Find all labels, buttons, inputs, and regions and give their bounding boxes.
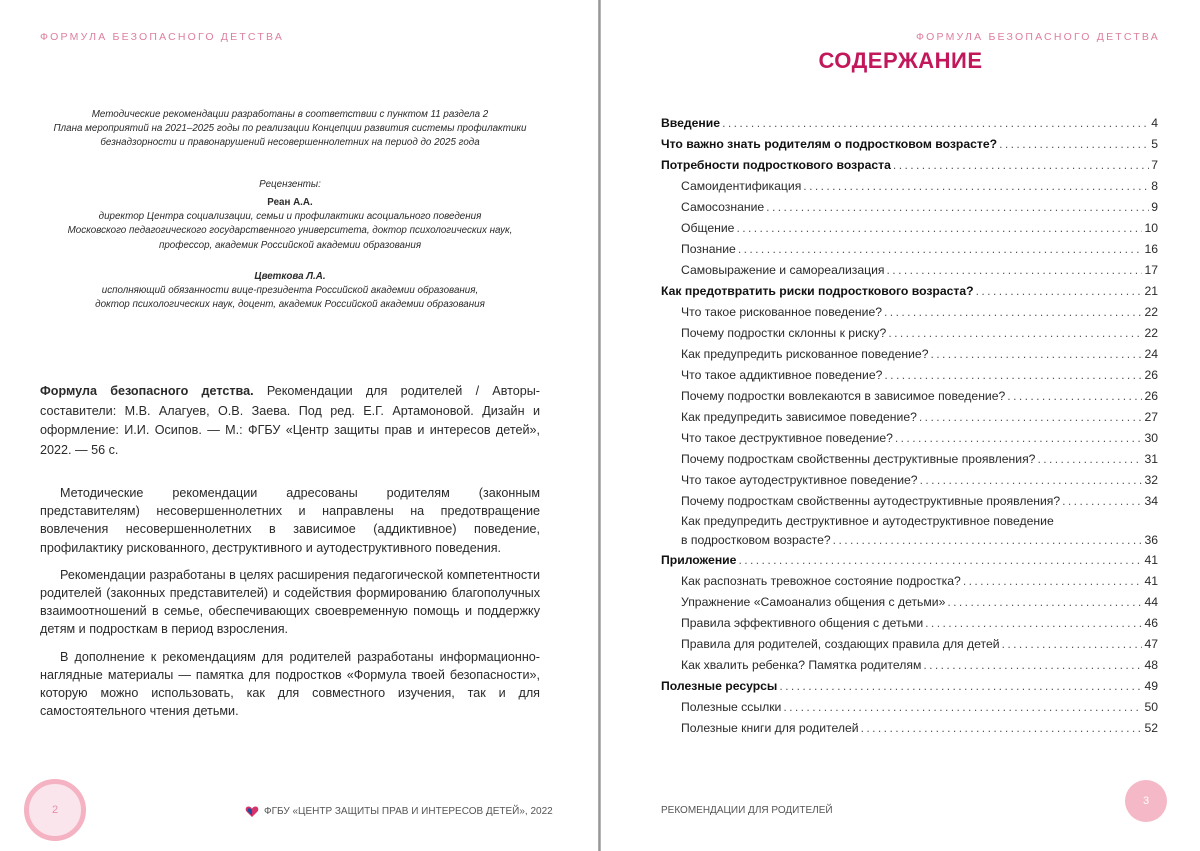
toc-entry-page: 16 — [1144, 242, 1158, 256]
reviewer-desc: исполняющий обязанности вице-президента Российской академии образования, — [101, 285, 479, 297]
toc-leader-dots — [925, 613, 1142, 634]
reviewer-desc: директор Центра социализации, семьи и профилактики асоциального поведения — [98, 211, 482, 223]
abstract-paragraph: В дополнение к рекомендациям для родителей разработаны информационно-наглядные материалы — памятка для подростков «Формула твоей безопасности», которую можно использовать, как для совместного изучения, так и для самостоятельного чтения детьми. — [40, 649, 540, 719]
toc-title: СОДЕРЖАНИЕ — [818, 48, 983, 73]
table-of-contents — [661, 113, 1158, 739]
toc-entry[interactable] — [661, 344, 1158, 365]
toc-entry-label: Познание — [681, 242, 736, 256]
toc-entry-page: 32 — [1144, 473, 1158, 487]
reviewer — [40, 270, 540, 313]
toc-entry-page: 22 — [1144, 305, 1158, 319]
toc-entry-page: 26 — [1144, 368, 1158, 382]
footer — [245, 804, 553, 818]
toc-entry[interactable] — [661, 113, 1158, 134]
toc-entry[interactable] — [661, 197, 1158, 218]
page-number: 2 — [24, 779, 86, 841]
toc-leader-dots — [1002, 634, 1143, 655]
intro-note-line: Методические рекомендации разработаны в соответствии с пунктом 11 раздела 2 — [91, 109, 489, 120]
toc-leader-dots — [1037, 449, 1142, 470]
abstract — [40, 484, 540, 729]
toc-leader-dots — [736, 218, 1142, 239]
toc-entry-label: Самосознание — [681, 200, 765, 214]
toc-entry-label: Почему подросткам свойственны деструктивные проявления? — [681, 452, 1036, 466]
toc-entry-label: Что такое рискованное поведение? — [681, 305, 883, 319]
toc-entry[interactable] — [661, 571, 1158, 592]
toc-entry-page: 46 — [1144, 616, 1158, 630]
toc-leader-dots — [783, 697, 1142, 718]
reviewer-desc: Московского педагогического государственного университета, доктор психологических наук, — [67, 225, 513, 237]
toc-entry-page: 30 — [1144, 431, 1158, 445]
biblio-title: Формула безопасного детства. — [40, 384, 254, 398]
reviewer-desc: профессор, академик Российской академии образования — [158, 239, 422, 251]
toc-entry-page: 49 — [1144, 679, 1158, 693]
toc-leader-dots — [999, 134, 1149, 155]
toc-entry[interactable] — [661, 176, 1158, 197]
toc-entry-label: Как предотвратить риски подросткового возраста? — [661, 284, 974, 298]
reviewer-name: Реан А.А. — [267, 197, 313, 208]
toc-entry[interactable] — [661, 491, 1158, 512]
bibliographic-record — [40, 382, 540, 460]
heart-shield-logo-icon — [245, 804, 259, 818]
toc-entry-label: Что такое аддиктивное поведение? — [681, 368, 883, 382]
toc-entry-label: Самовыражение и самореализация — [681, 263, 885, 277]
toc-entry[interactable] — [661, 470, 1158, 491]
toc-entry-page: 4 — [1151, 116, 1158, 130]
toc-entry[interactable] — [661, 218, 1158, 239]
intro-note-line: безнадзорности и правонарушений несовершеннолетних на период до 2025 года — [100, 137, 480, 149]
toc-leader-dots — [930, 344, 1142, 365]
toc-entry[interactable] — [661, 634, 1158, 655]
toc-entry-page: 7 — [1151, 158, 1158, 172]
toc-entry-label: Что такое деструктивное поведение? — [681, 431, 893, 445]
toc-entry[interactable] — [661, 449, 1158, 470]
toc-leader-dots — [766, 197, 1149, 218]
biblio-text: Рекомендации для родителей / Авторы-составители: М.В. Алагуев, О.В. Заева. Под ред. Е.Г. Артамоновой. Дизайн и оформление: И.И. Осипов. — М.: ФГБУ «Центр защиты прав и интересов детей», 2022. — 56 с. — [40, 384, 540, 457]
toc-entry-page: 27 — [1144, 410, 1158, 424]
page-number: 3 — [1125, 780, 1167, 822]
toc-leader-dots — [803, 176, 1149, 197]
toc-leader-dots — [738, 550, 1142, 571]
toc-leader-dots — [722, 113, 1149, 134]
toc-entry[interactable] — [661, 155, 1158, 176]
toc-entry[interactable] — [661, 239, 1158, 260]
toc-entry-label: Потребности подросткового возраста — [661, 158, 891, 172]
toc-entry-label: Введение — [661, 116, 721, 130]
toc-leader-dots — [920, 470, 1143, 491]
toc-entry-label: Как предупредить зависимое поведение? — [681, 410, 917, 424]
intro-note-line: Плана мероприятий на 2021–2025 годы по реализации Концепции развития системы профилактики — [53, 123, 527, 135]
toc-leader-dots — [1062, 491, 1142, 512]
intro-note — [40, 108, 540, 151]
toc-entry[interactable] — [661, 592, 1158, 613]
right-page — [601, 0, 1200, 851]
toc-entry-page: 52 — [1144, 721, 1158, 735]
toc-entry-label: Почему подросткам свойственны аутодеструктивные проявления? — [681, 494, 1061, 508]
toc-entry[interactable] — [661, 613, 1158, 634]
toc-entry-page: 48 — [1144, 658, 1158, 672]
toc-entry[interactable] — [661, 260, 1158, 281]
toc-leader-dots — [976, 281, 1143, 302]
reviewer-desc: доктор психологических наук, доцент, академик Российской академии образования — [95, 299, 485, 311]
toc-entry-page: 22 — [1144, 326, 1158, 340]
toc-entry-page: 21 — [1144, 284, 1158, 298]
toc-leader-dots — [779, 676, 1142, 697]
toc-entry-page: 26 — [1144, 389, 1158, 403]
toc-entry[interactable] — [661, 386, 1158, 407]
toc-entry-label: Правила эффективного общения с детьми — [681, 616, 924, 630]
toc-leader-dots — [884, 302, 1142, 323]
toc-entry-label: Как предупредить рискованное поведение? — [681, 347, 929, 361]
toc-entry[interactable] — [661, 676, 1158, 697]
toc-leader-dots — [1007, 386, 1142, 407]
toc-entry-label: Почему подростки вовлекаются в зависимое поведение? — [681, 389, 1006, 403]
toc-entry-page: 36 — [1144, 533, 1158, 547]
toc-entry-page: 8 — [1151, 179, 1158, 193]
toc-entry-page: 41 — [1144, 574, 1158, 588]
running-head: ФОРМУЛА БЕЗОПАСНОГО ДЕТСТВА — [40, 31, 285, 43]
toc-entry-line — [681, 531, 1158, 550]
reviewer — [40, 196, 540, 253]
toc-entry-label: Что такое аутодеструктивное поведение? — [681, 473, 918, 487]
abstract-paragraph: Методические рекомендации адресованы родителям (законным представителям) несовершеннолетних и направлены на предотвращение вовлечения несовершеннолетних в зависимое (аддиктивное) поведение, профилактику рискованного, деструктивного и аутодеструктивного поведения. — [40, 486, 540, 555]
toc-leader-dots — [963, 571, 1143, 592]
toc-leader-dots — [919, 407, 1143, 428]
toc-entry-page: 47 — [1144, 637, 1158, 651]
toc-entry-label: Как предупредить деструктивное и аутодеструктивное поведение — [681, 514, 1054, 528]
toc-entry[interactable] — [661, 407, 1158, 428]
toc-entry-page: 10 — [1144, 221, 1158, 235]
toc-leader-dots — [888, 323, 1142, 344]
toc-entry-page: 17 — [1144, 263, 1158, 277]
toc-entry[interactable] — [661, 428, 1158, 449]
abstract-paragraph: Рекомендации разработаны в целях расширения педагогической компетентности родителей (законных представителей) и содействия формированию благополучных взаимоотношений в семье, обеспечивающих своевременную помощь и поддержку детям и подросткам в период взросления. — [40, 567, 540, 637]
footer-text: ФГБУ «ЦЕНТР ЗАЩИТЫ ПРАВ И ИНТЕРЕСОВ ДЕТЕЙ», 2022 — [264, 805, 553, 817]
toc-entry-page: 44 — [1144, 595, 1158, 609]
toc-leader-dots — [833, 531, 1143, 550]
toc-entry-label: Полезные ресурсы — [661, 679, 778, 693]
toc-entry-page: 41 — [1144, 553, 1158, 567]
toc-entry-label: Самоидентификация — [681, 179, 802, 193]
toc-entry[interactable] — [661, 655, 1158, 676]
toc-entry[interactable] — [661, 302, 1158, 323]
toc-entry[interactable] — [661, 550, 1158, 571]
toc-entry-page: 9 — [1151, 200, 1158, 214]
toc-entry-page: 24 — [1144, 347, 1158, 361]
toc-entry-label: Приложение — [661, 553, 737, 567]
toc-entry-label: Как хвалить ребенка? Памятка родителям — [681, 658, 922, 672]
toc-leader-dots — [895, 428, 1143, 449]
toc-leader-dots — [887, 260, 1143, 281]
toc-entry-label: в подростковом возрасте? — [681, 533, 831, 547]
toc-entry-page: 50 — [1144, 700, 1158, 714]
running-head: ФОРМУЛА БЕЗОПАСНОГО ДЕТСТВА — [915, 31, 1160, 43]
toc-entry-label: Правила для родителей, создающих правила для детей — [681, 637, 1000, 651]
toc-entry[interactable] — [661, 697, 1158, 718]
toc-entry-label: Общение — [681, 221, 735, 235]
reviewer-name: Цветкова Л.А. — [254, 271, 326, 282]
toc-entry-page: 34 — [1144, 494, 1158, 508]
toc-leader-dots — [884, 365, 1142, 386]
toc-leader-dots — [893, 155, 1149, 176]
toc-entry-label: Что важно знать родителям о подростковом возрасте? — [661, 137, 998, 151]
toc-entry[interactable] — [661, 512, 1158, 550]
toc-entry-page: 5 — [1151, 137, 1158, 151]
toc-entry-label: Как распознать тревожное состояние подростка? — [681, 574, 961, 588]
toc-entry[interactable] — [661, 718, 1158, 739]
toc-leader-dots — [947, 592, 1142, 613]
toc-leader-dots — [738, 239, 1143, 260]
toc-entry-label: Упражнение «Самоанализ общения с детьми» — [681, 595, 946, 609]
toc-entry-label: Почему подростки склонны к риску? — [681, 326, 887, 340]
toc-leader-dots — [923, 655, 1142, 676]
left-page — [0, 0, 598, 851]
toc-entry[interactable] — [661, 281, 1158, 302]
reviewers-label: Рецензенты: — [259, 179, 321, 190]
toc-leader-dots — [861, 718, 1143, 739]
toc-entry-page: 31 — [1144, 452, 1158, 466]
toc-entry-label: Полезные книги для родителей — [681, 721, 859, 735]
toc-entry-label: Полезные ссылки — [681, 700, 782, 714]
toc-entry[interactable] — [661, 323, 1158, 344]
footer: РЕКОМЕНДАЦИИ ДЛЯ РОДИТЕЛЕЙ — [661, 805, 833, 816]
toc-entry[interactable] — [661, 365, 1158, 386]
toc-entry[interactable] — [661, 134, 1158, 155]
